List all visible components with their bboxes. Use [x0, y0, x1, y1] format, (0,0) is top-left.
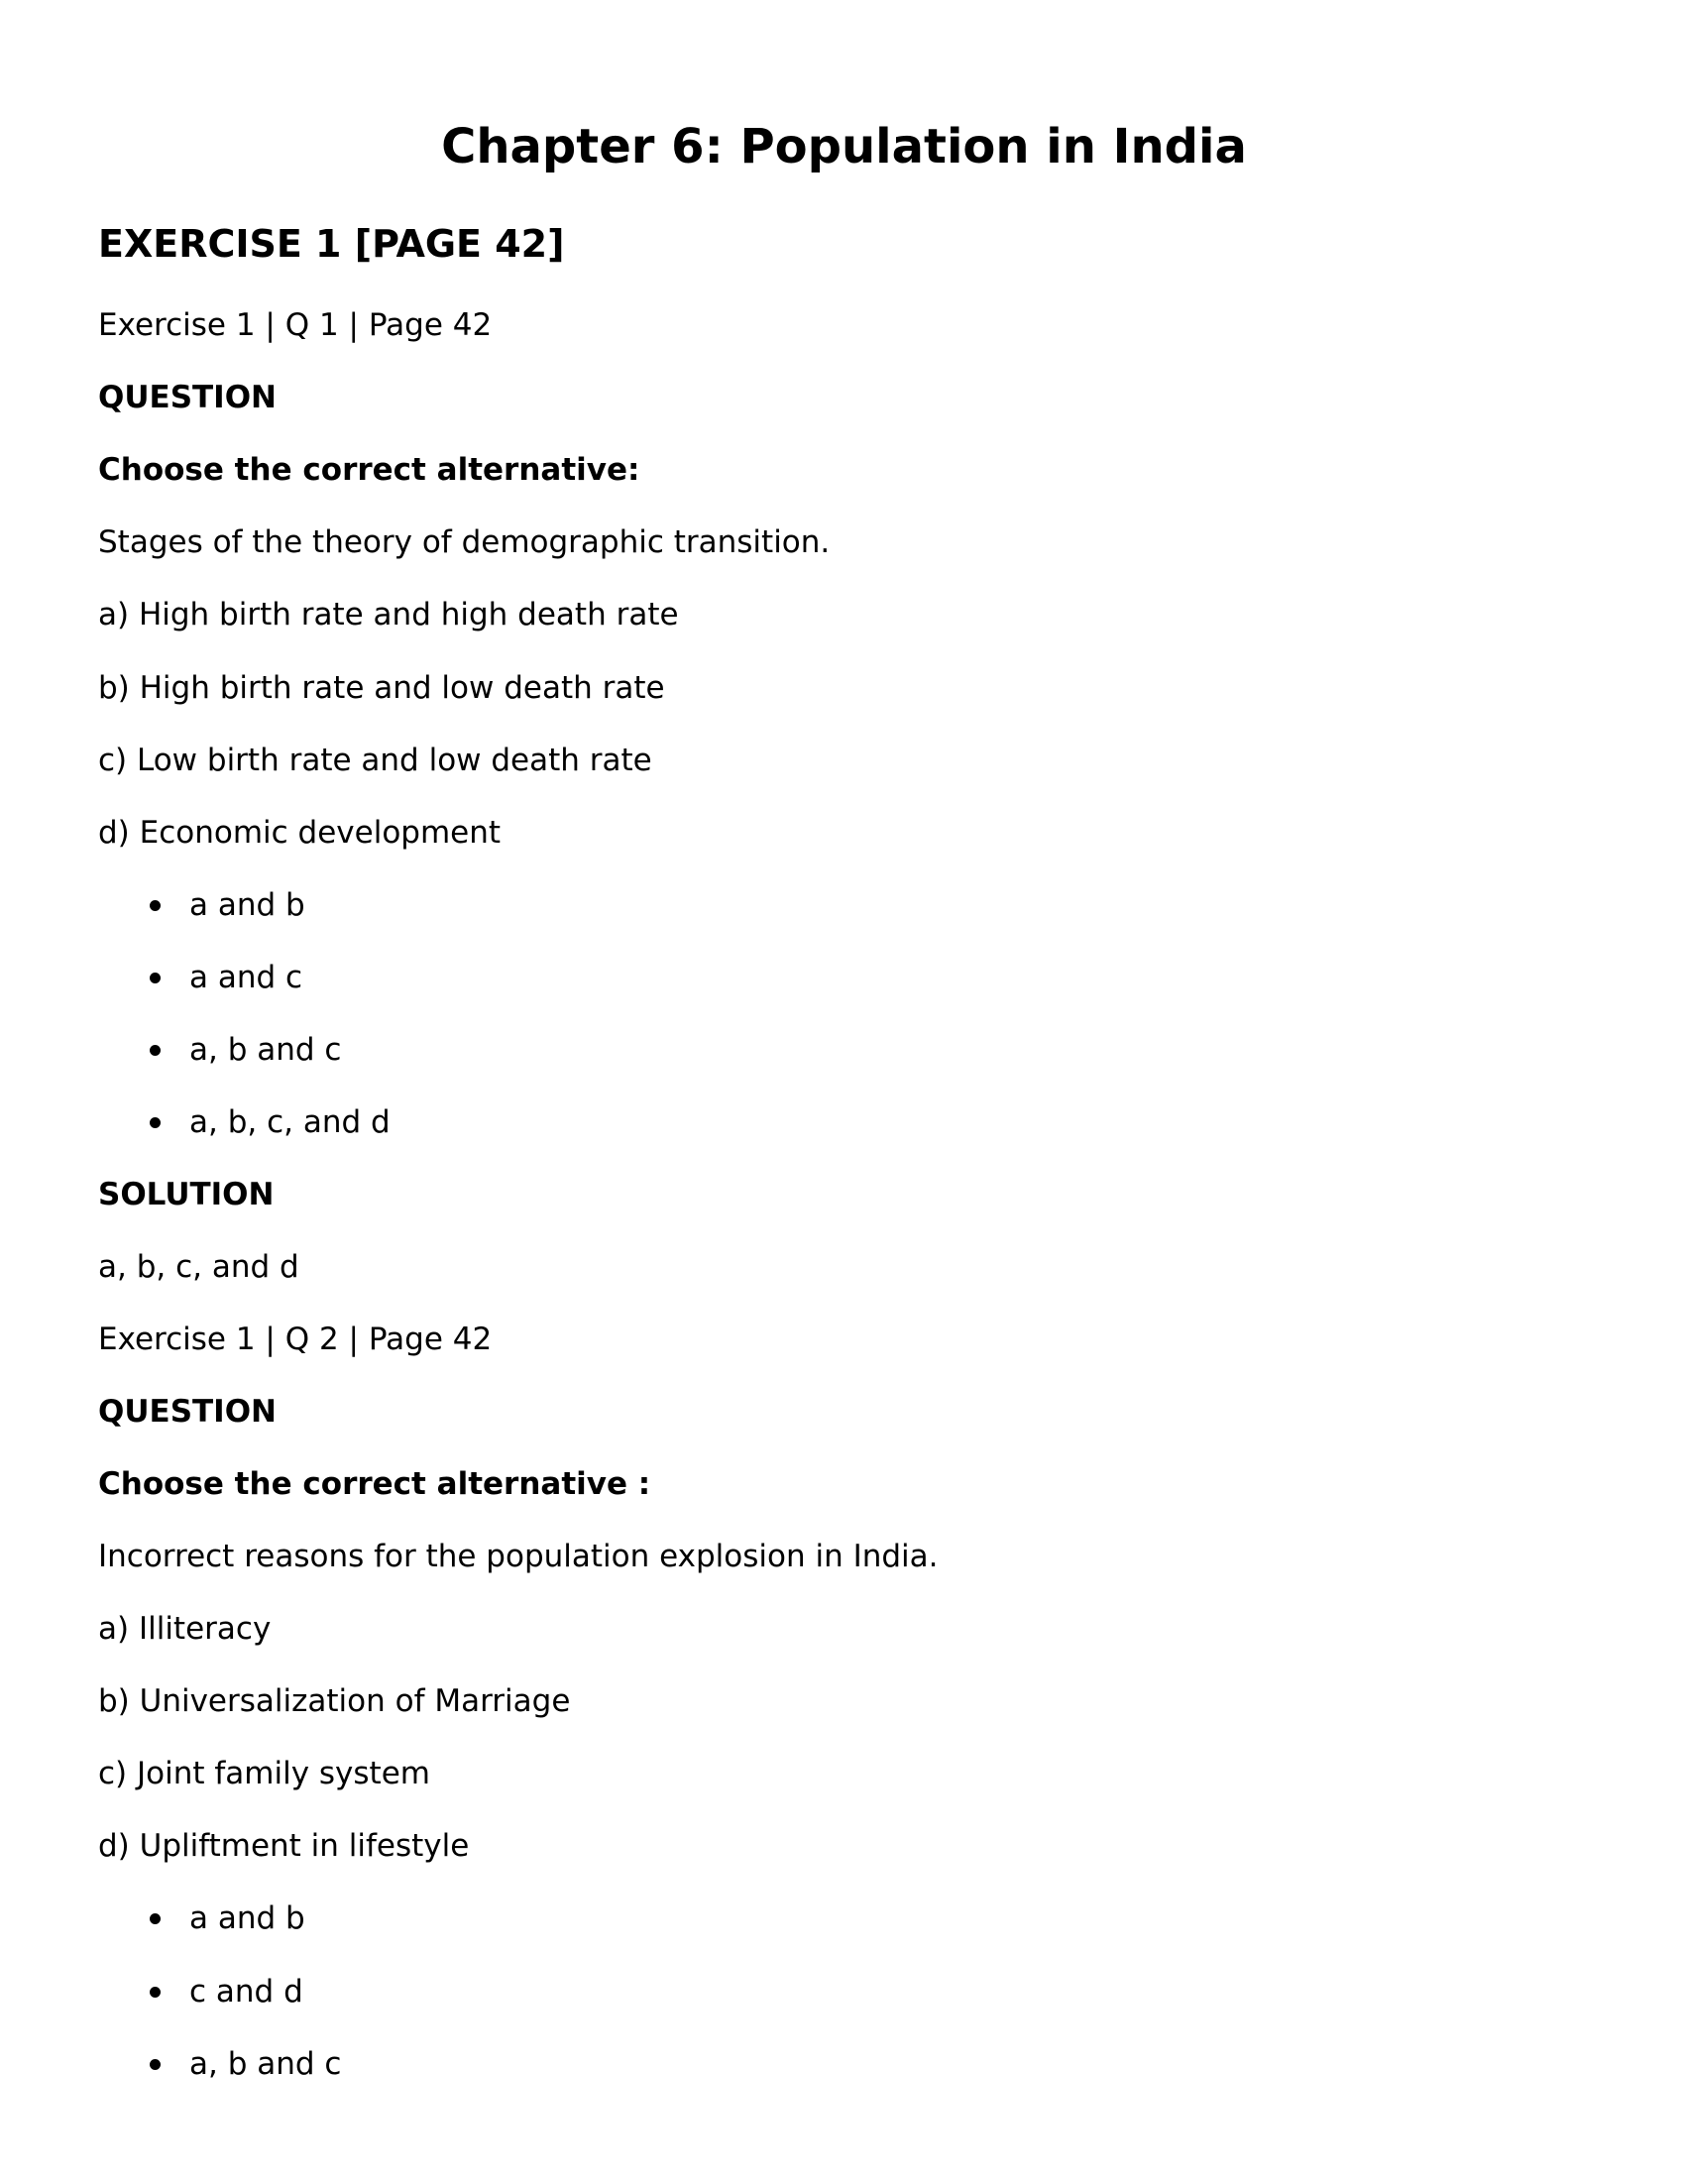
solution-label: SOLUTION — [98, 1177, 275, 1212]
statement-c: c) Low birth rate and low death rate — [98, 743, 652, 778]
answer-option-text: a, b and c — [189, 1032, 342, 1068]
statement-c: c) Joint family system — [98, 1756, 430, 1791]
bullet-icon — [150, 1045, 161, 1056]
bullet-icon — [150, 900, 161, 911]
bullet-icon — [150, 1987, 161, 1998]
statement-b: b) High birth rate and low death rate — [98, 670, 665, 706]
statement-a: a) Illiteracy — [98, 1611, 272, 1647]
answer-option-text: a and b — [189, 1900, 305, 1936]
answer-option-text: a, b, c, and d — [189, 1104, 391, 1140]
statement-d: d) Upliftment in lifestyle — [98, 1828, 470, 1864]
exercise-heading: EXERCISE 1 [PAGE 42] — [98, 222, 565, 266]
question-reference: Exercise 1 | Q 1 | Page 42 — [98, 307, 493, 343]
statement-a: a) High birth rate and high death rate — [98, 597, 679, 632]
answer-option-text: c and d — [189, 1974, 303, 2010]
statement-d: d) Economic development — [98, 815, 502, 851]
question-prompt: Incorrect reasons for the population explosion in India. — [98, 1539, 939, 1574]
bullet-icon — [150, 973, 161, 983]
bullet-icon — [150, 2059, 161, 2070]
bullet-icon — [150, 1913, 161, 1924]
answer-option-text: a and c — [189, 960, 303, 995]
solution-text: a, b, c, and d — [98, 1249, 299, 1285]
chapter-title: Chapter 6: Population in India — [441, 119, 1247, 174]
answer-option-text: a and b — [189, 887, 305, 923]
bullet-icon — [150, 1117, 161, 1128]
statement-b: b) Universalization of Marriage — [98, 1683, 571, 1719]
question-instruction: Choose the correct alternative: — [98, 452, 640, 488]
question-prompt: Stages of the theory of demographic transition. — [98, 524, 831, 560]
question-instruction: Choose the correct alternative : — [98, 1466, 651, 1502]
answer-option-text: a, b and c — [189, 2046, 342, 2082]
question-label: QUESTION — [98, 380, 278, 415]
question-label: QUESTION — [98, 1394, 278, 1430]
question-reference: Exercise 1 | Q 2 | Page 42 — [98, 1322, 493, 1357]
